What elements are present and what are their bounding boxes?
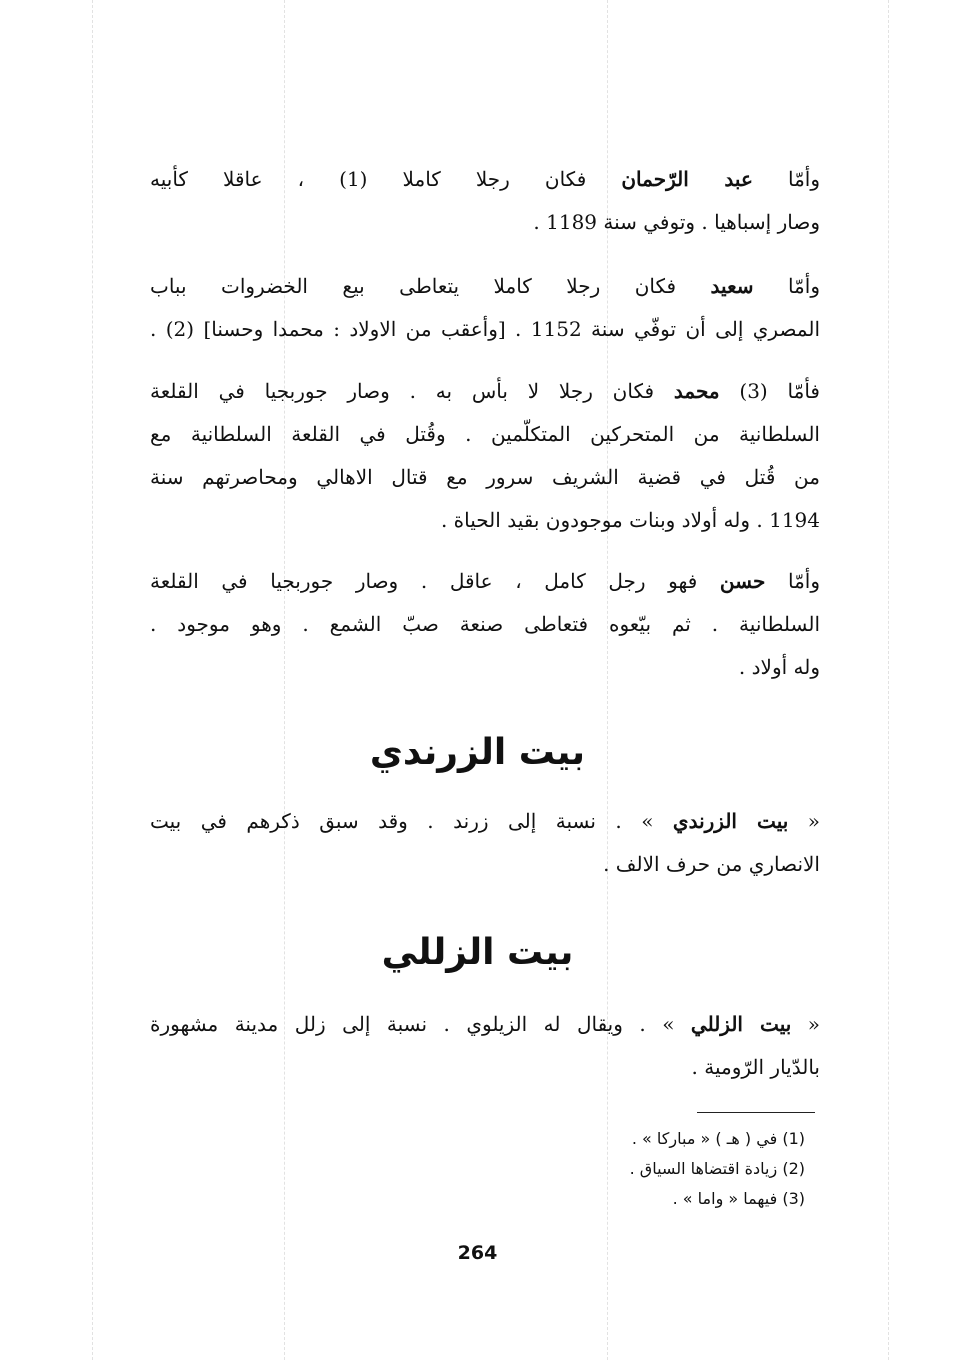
text-line: وأمّا سعيد فكان رجلا كاملا يتعاطى بيع الخضروات بباب bbox=[150, 274, 820, 298]
footnote-1: (1) في ( هـ ) « مباركا » . bbox=[631, 1129, 805, 1148]
text-line: بالدّيار الرّومية . bbox=[691, 1055, 820, 1079]
text-line: المصري إلى أن توفّي سنة 1152 . [وأعقب من الاولاد : محمدا وحسنا] (2) . bbox=[150, 317, 820, 341]
section-body-zalali bbox=[150, 1003, 820, 1089]
paragraph-muhammad bbox=[150, 370, 820, 542]
paragraph-said bbox=[150, 265, 820, 351]
page-number: 264 bbox=[457, 1242, 498, 1264]
text-line: « بيت الزللي » . ويقال له الزيلوي . نسبة إلى زلل مدينة مشهورة bbox=[150, 1012, 820, 1036]
text-line: السلطانية . ثم بيّعوه فتعاطى صنعة صبّ الشمع . وهو موجود . bbox=[150, 612, 820, 636]
footnote-divider bbox=[697, 1112, 815, 1113]
text-line: 1194 . وله أولاد وبنات موجودون بقيد الحياة . bbox=[440, 508, 820, 532]
text-line: الانصاري من حرف الالف . bbox=[603, 852, 820, 876]
footnote-2: (2) زيادة اقتضاها السياق . bbox=[629, 1159, 805, 1178]
scan-artifact-line bbox=[888, 0, 889, 1360]
text-line: وأمّا حسن فهو رجل كامل ، عاقل . وصار جوربجيا في القلعة bbox=[150, 569, 820, 593]
scan-artifact-line bbox=[92, 0, 93, 1360]
section-heading: بيت الزرندي bbox=[369, 732, 586, 773]
text-line: وأمّا عبد الرّحمان فكان رجلا كاملا (1) ، عاقلا كأبيه bbox=[150, 167, 820, 191]
house-name: بيت الزرندي bbox=[672, 809, 789, 833]
text-line: فأمّا (3) محمد فكان رجلا لا بأس به . وصار جوربجيا في القلعة bbox=[150, 379, 820, 403]
footnote-3: (3) فيهما « واما » . bbox=[672, 1189, 805, 1208]
footnotes bbox=[480, 1124, 805, 1214]
house-name: بيت الزللي bbox=[690, 1012, 792, 1036]
section-heading: بيت الزللي bbox=[381, 932, 574, 973]
text-line: وله أولاد . bbox=[738, 655, 820, 679]
text-line: السلطانية من المتحركين المتكلّمين . وقُتل في القلعة السلطانية مع bbox=[150, 422, 820, 446]
text-line: وصار إسباهيا . وتوفي سنة 1189 . bbox=[533, 210, 820, 234]
person-name: سعيد bbox=[710, 274, 754, 298]
person-name: حسن bbox=[719, 569, 766, 593]
text-line: من قُتل في قضية الشريف سرور مع قتال الاهالي ومحاصرتهم سنة bbox=[150, 465, 820, 489]
person-name: محمد bbox=[673, 379, 720, 403]
section-body-zarandi bbox=[150, 800, 820, 886]
paragraph-hasan bbox=[150, 560, 820, 689]
paragraph-abd-al-rahman bbox=[150, 158, 820, 244]
person-name: عبد الرّحمان bbox=[621, 167, 753, 191]
text-line: « بيت الزرندي » . نسبة إلى زرند . وقد سبق ذكرهم في بيت bbox=[150, 809, 820, 833]
